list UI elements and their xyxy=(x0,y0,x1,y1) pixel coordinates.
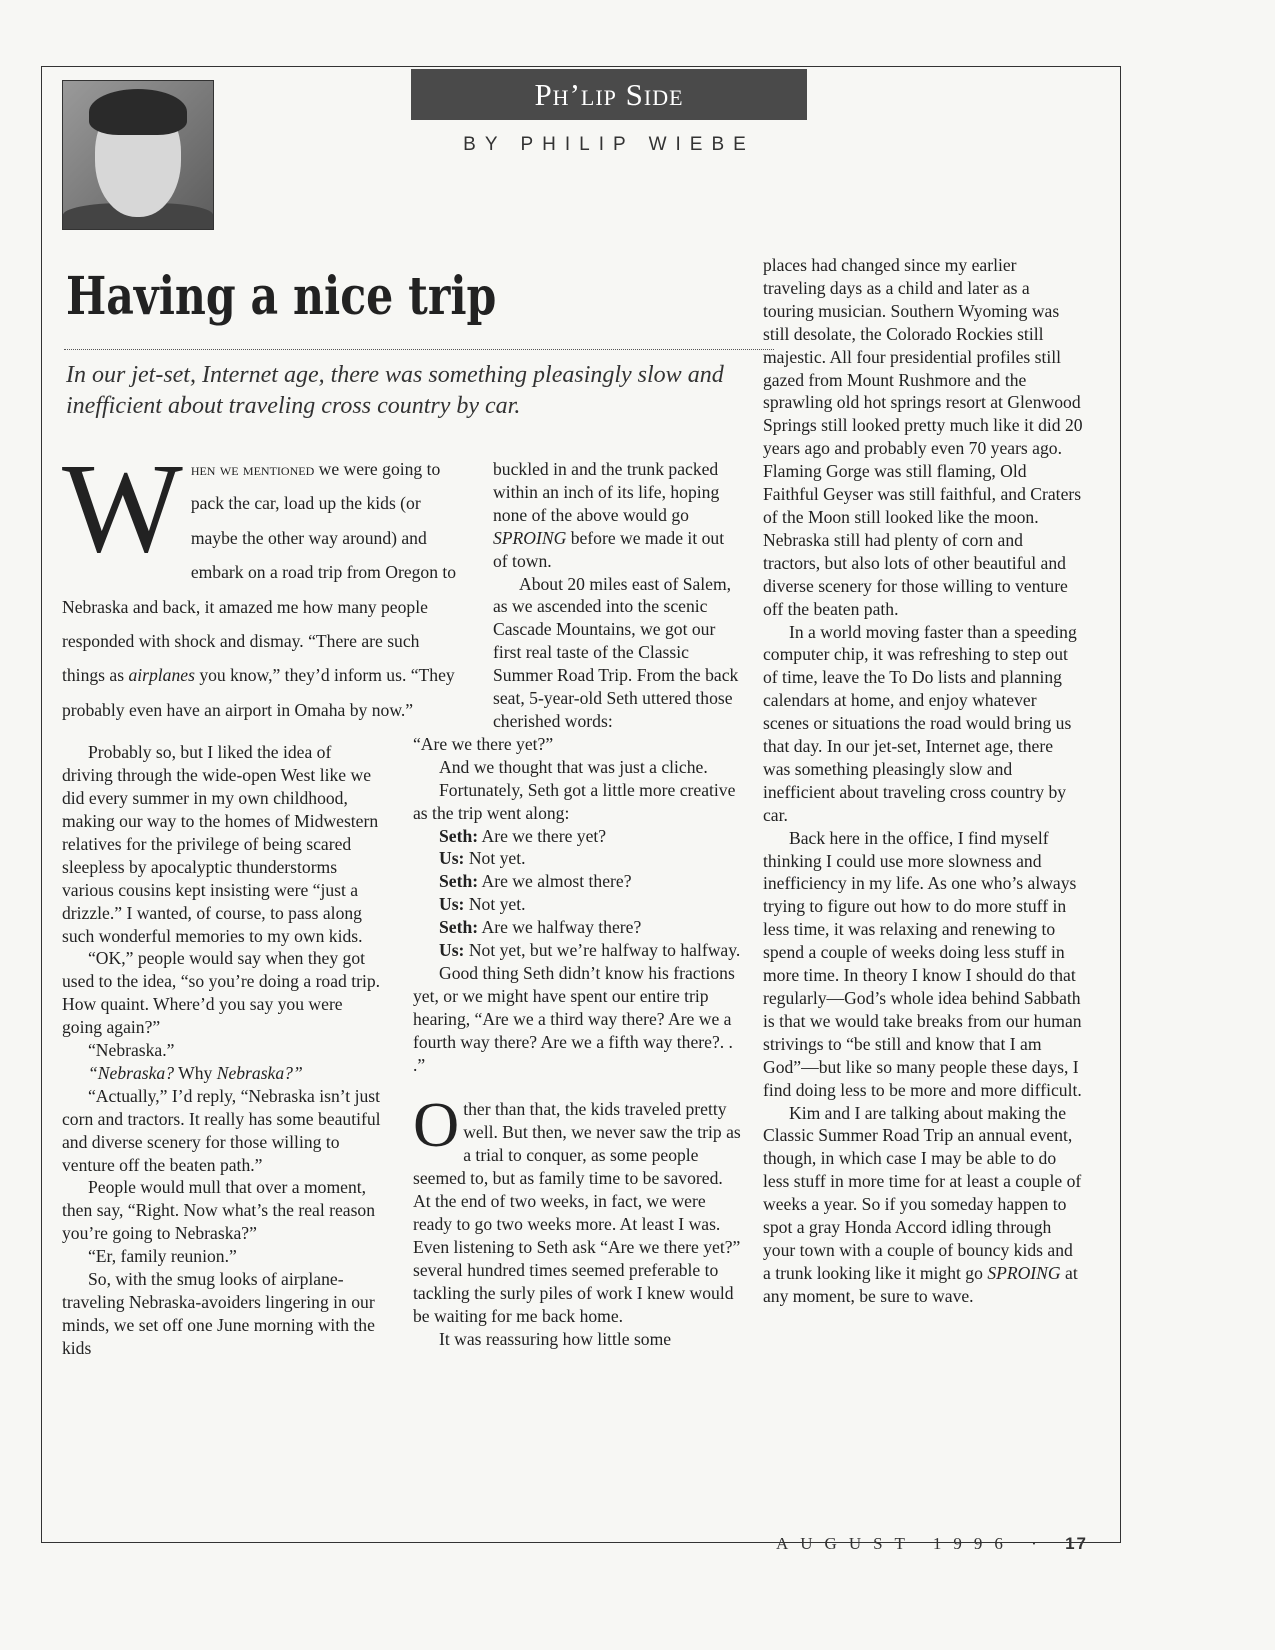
paragraph: About 20 miles east of Salem, as we ascended into the scenic Cascade Mountains, we got our first real taste of the Classic Summer Road Trip. From the back seat, 5-year-old Seth uttered those cherished words: xyxy=(493,573,739,731)
headline-divider xyxy=(64,349,774,350)
page-footer xyxy=(776,1534,1106,1554)
paragraph: “Nebraska? Why Nebraska?” xyxy=(88,1062,303,1083)
paragraph: It was reassuring how little some xyxy=(439,1328,672,1349)
paragraph: buckled in and the trunk packed within an inch of its life, hoping none of the above would go SPROING before we made it out of town. xyxy=(493,459,725,571)
byline: BY PHILIP WIEBE xyxy=(463,134,755,155)
paragraph: Fortunately, Seth got a little more creative as the trip went along: xyxy=(413,779,736,823)
paragraph: Probably so, but I liked the idea of driving through the wide-open West like we did every summer in my own childhood, making our way to the homes of Midwestern relatives for the privilege of being scared sleepless by apocalyptic thunderstorms various cousins kept insisting were “just a drizzle.” I wanted, of course, to pass along such wonderful memories to my own kids. xyxy=(62,742,379,946)
dialogue-line: Seth: Are we almost there? xyxy=(439,871,632,892)
paragraph: “Actually,” I’d reply, “Nebraska isn’t just corn and tractors. It really has some beautiful and diverse scenery for those willing to venture off the beaten path.” xyxy=(62,1085,381,1175)
column-3 xyxy=(763,254,1083,1308)
drop-cap: W xyxy=(62,437,183,579)
paragraph: “OK,” people would say when they got used to the idea, “so you’re doing a road trip. How quaint. Where’d you say you were going again?” xyxy=(62,948,381,1038)
paragraph: places had changed since my earlier traveling days as a child and later as a touring musician. Southern Wyoming was still desolate, the Colorado Rockies still majestic. All four presidential profiles still gazed from Mount Rushmore and the sprawling old hot springs resort at Glenwood Springs still looked pretty much like it did 20 years ago and probably even 70 years ago. Flaming Gorge was still flaming, Old Faithful Geyser was still faithful, and Craters of the Moon still looked like the moon. Nebraska still had plenty of corn and tractors, but also lots of other beautiful and diverse scenery for those willing to venture off the beaten path. xyxy=(763,255,1083,619)
page-number: 17 xyxy=(1065,1534,1088,1553)
dialogue-line: Seth: Are we halfway there? xyxy=(439,917,642,938)
paragraph: “Nebraska.” xyxy=(88,1040,175,1061)
paragraph: Other than that, the kids traveled pretty well. But then, we never saw the trip as a trial to conquer, as some people seemed to, but as family time to be savored. At the end of two weeks, in fact, we were ready to go two weeks more. At least I was. Even listening to Seth ask “Are we there yet?” several hundred times seemed preferable to tackling the surly piles of work I knew would be waiting for me back home. xyxy=(413,1089,741,1326)
paragraph: “Are we there yet?” xyxy=(413,733,554,754)
column-1 xyxy=(62,437,462,1360)
intro-paragraph: When we mentioned we were going to pack the car, load up the kids (or maybe the other way around) and embark on a road trip from Oregon to Nebraska and back, it amazed me how many people responded with shock and dismay. “There are such things as airplanes you know,” they’d inform us. “They probably even have an airport in Omaha by now.” xyxy=(62,437,457,720)
paragraph: “Er, family reunion.” xyxy=(88,1246,237,1267)
paragraph: Kim and I are talking about making the Classic Summer Road Trip an annual event, though, in which case I may be able to do less stuff in more time for at least a couple of weeks a year. So if you someday happen to spot a gray Honda Accord idling through your town with a couple of bouncy kids and a trunk looking like it might go SPROING at any moment, be sure to wave. xyxy=(763,1102,1082,1306)
author-photo xyxy=(62,80,214,230)
issue-date: AUGUST 1996 · xyxy=(776,1534,1049,1553)
headline: Having a nice trip xyxy=(66,266,497,327)
paragraph: Good thing Seth didn’t know his fractions yet, or we might have spent our entire trip hearing, “Are we a third way there? Are we a fourth way there? Are we a fifth way there?. . .” xyxy=(413,962,735,1075)
paragraph: In a world moving faster than a speeding computer chip, it was refreshing to step out of time, leave the To Do lists and planning calendars at home, and enjoy whatever scenes or situations the road would bring us that day. In our jet-set, Internet age, there was something pleasingly slow and inefficient about traveling cross country by car. xyxy=(763,621,1077,825)
paragraph: So, with the smug looks of airplane-traveling Nebraska-avoiders lingering in our minds, we set off one June morning with the kids xyxy=(62,1269,375,1358)
dialogue-line: Seth: Are we there yet? xyxy=(439,825,607,846)
deck: In our jet-set, Internet age, there was something pleasingly slow and inefficient about traveling cross country by car. xyxy=(66,362,724,419)
column-2 xyxy=(413,458,743,1350)
dialogue-line: Us: Not yet. xyxy=(439,894,526,915)
paragraph: And we thought that was just a cliche. xyxy=(439,756,708,777)
paragraph: Back here in the office, I find myself thinking I could use more slowness and inefficiency in my life. As one who’s always trying to figure out how to do more stuff in less time, it was relaxing and renewing to spend a couple of weeks doing less stuff in more time. In theory I know I should do that regularly—God’s whole idea behind Sabbath is that we would take breaks from our human strivings to “be still and know that I am God”—but like so many people these days, I find doing less to be more and more difficult. xyxy=(763,827,1082,1100)
dialogue-line: Us: Not yet, but we’re halfway to halfway. xyxy=(439,940,741,961)
dialogue-line: Us: Not yet. xyxy=(439,848,526,869)
column-title: Ph’lip Side xyxy=(411,69,807,120)
drop-cap: O xyxy=(413,1089,460,1161)
paragraph: People would mull that over a moment, then say, “Right. Now what’s the real reason you’re going to Nebraska?” xyxy=(62,1177,376,1244)
